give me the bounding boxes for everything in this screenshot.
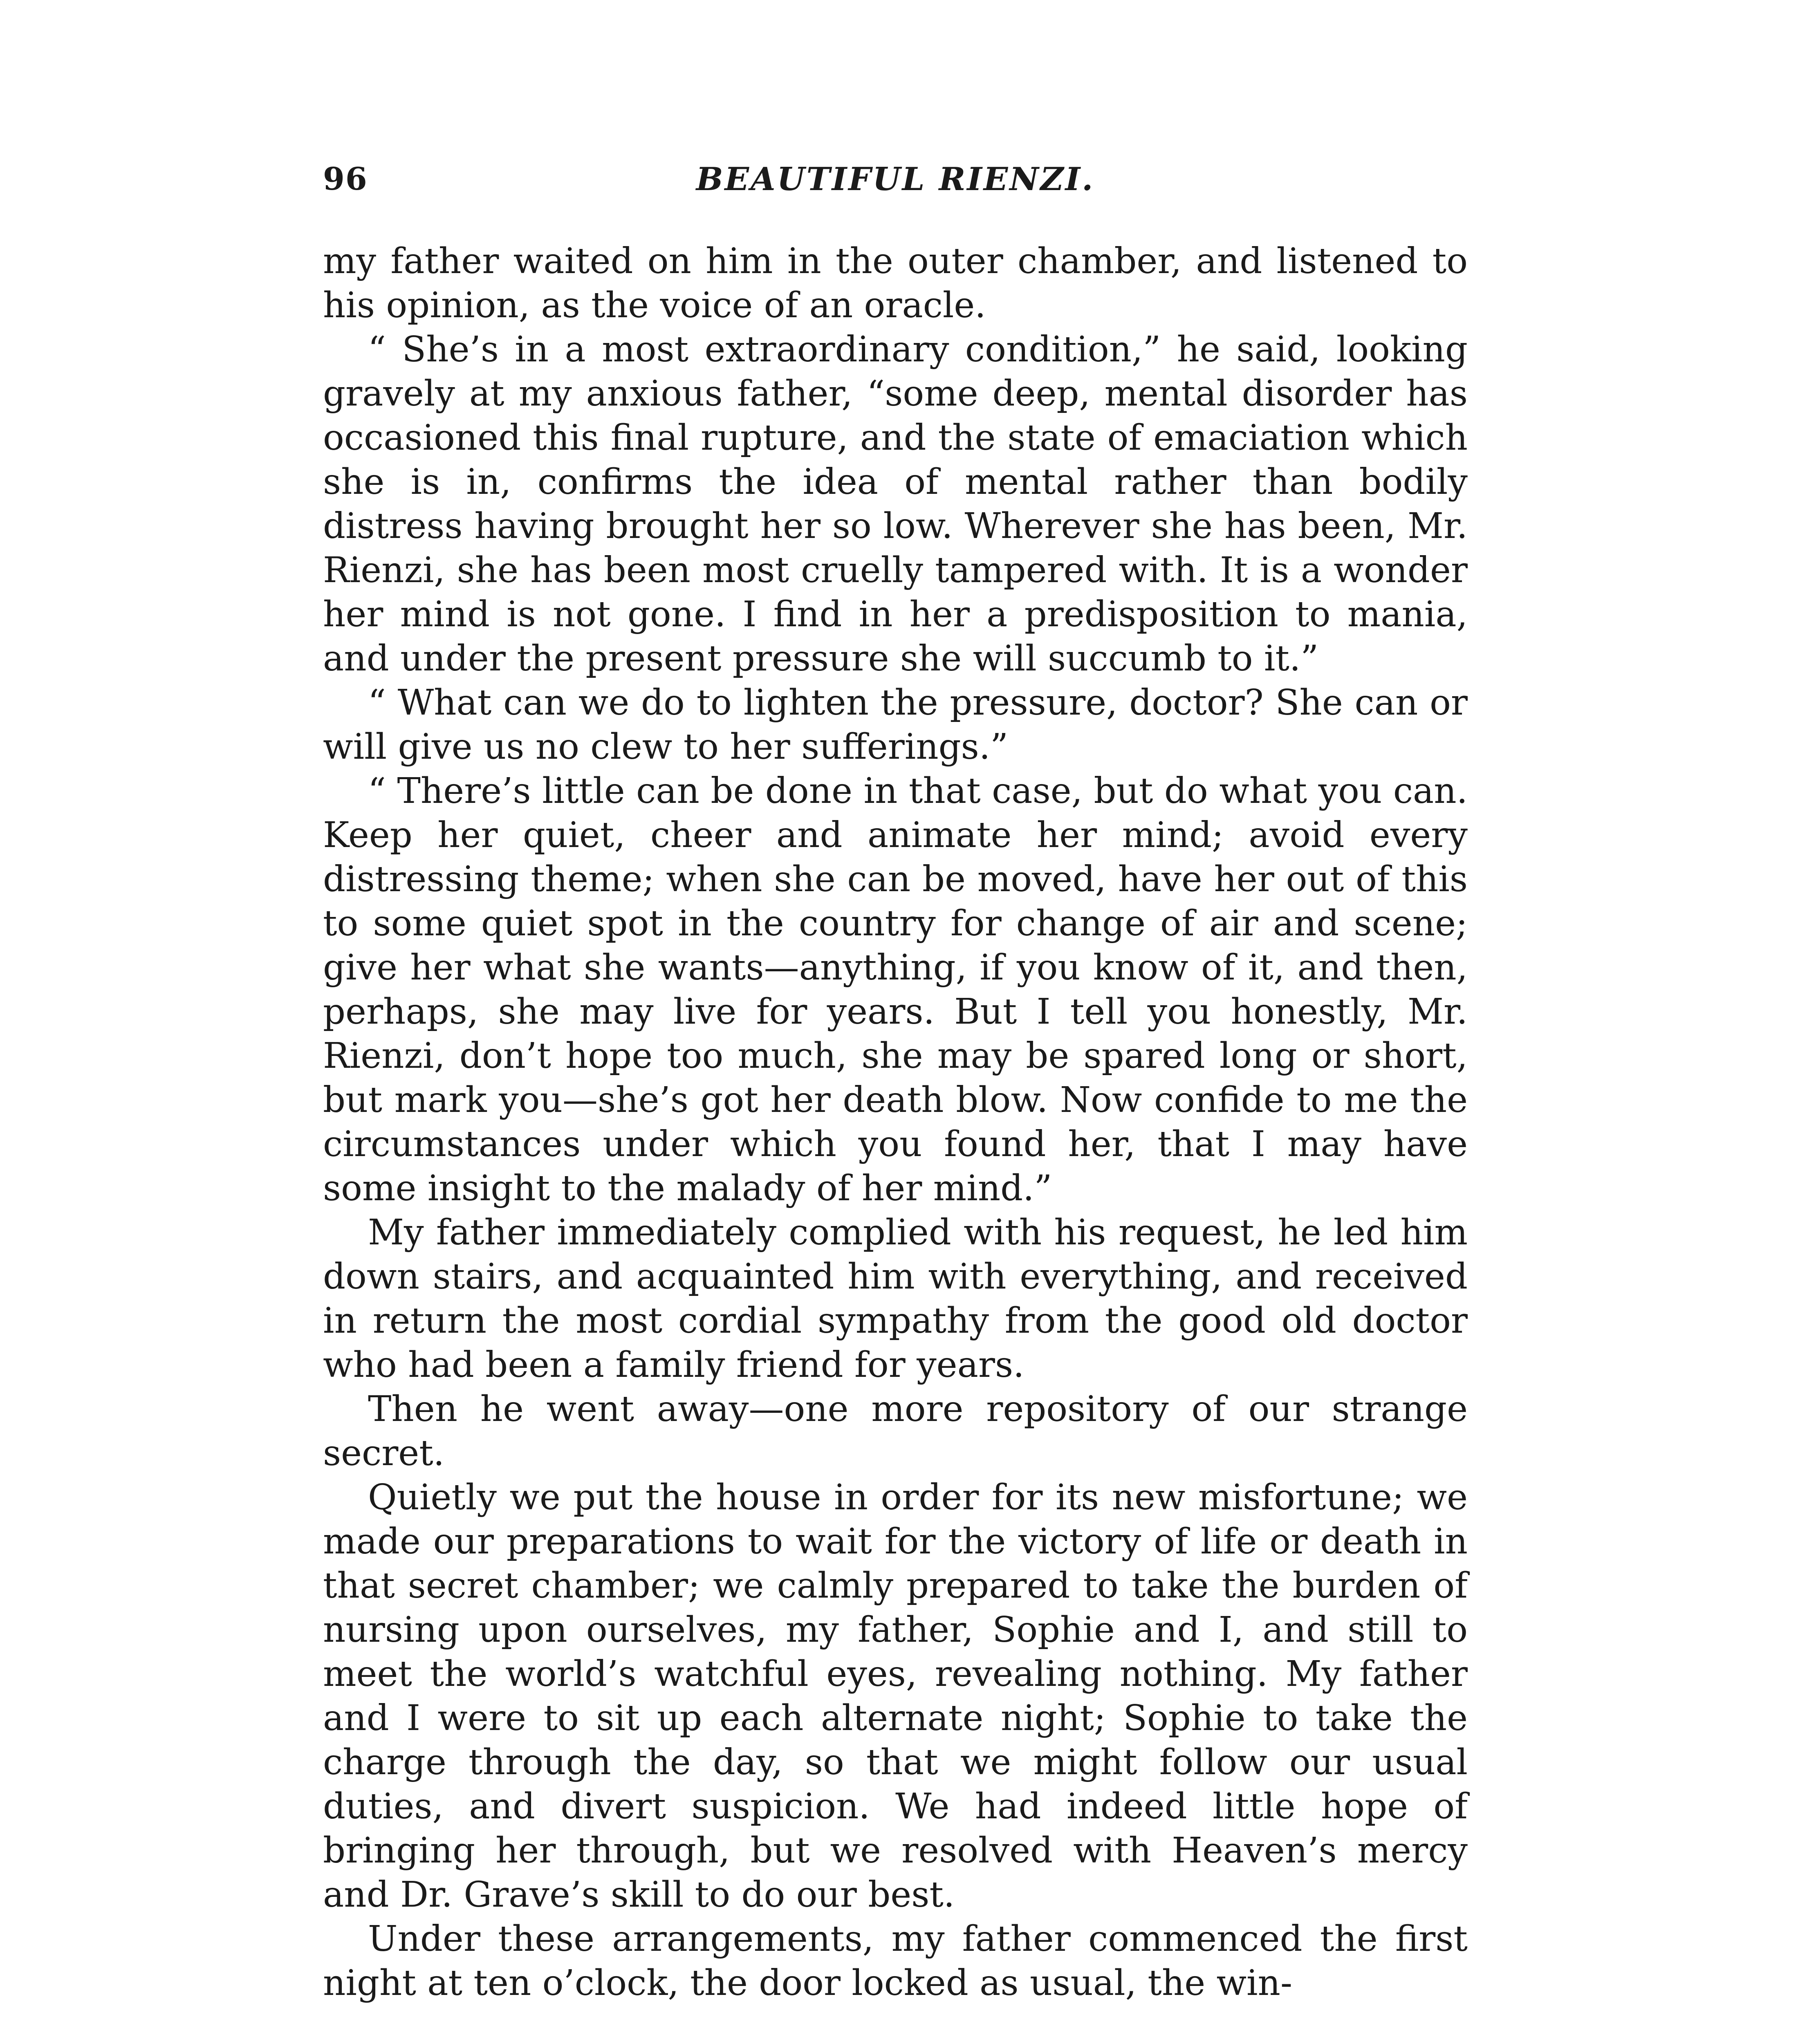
paragraph: “ There’s little can be done in that case, but do what you can. Keep her quiet, cheer and animate her mind; avoid every distressing theme; when she can be moved, have her out of this to some quiet spot in the country for change of air and scene; give her what she wants—anything, if you know of it, and then, perhaps, she may live for years. But I tell you honestly, Mr. Rienzi, don’t hope too much, she may be spared long or short, but mark you—she’s got her death blow. Now confide to me the circumstances under which you found her, that I may have some insight to the malady of her mind.”	[323, 771, 1468, 1209]
paragraph: my father waited on him in the outer chamber, and listened to his opinion, as the voice of an oracle.	[323, 241, 1468, 326]
paragraph: Under these arrangements, my father commenced the first night at ten o’clock, the door locked as usual, the win-	[323, 1918, 1468, 2004]
running-title: BEAUTIFUL RIENZI.	[696, 161, 1095, 198]
paragraph: Quietly we put the house in order for its new misfortune; we made our preparations to wait for the victory of life or death in that secret chamber; we calmly prepared to take the burden of nursing upon ourselves, my father, Sophie and I, and still to meet the world’s watchful eyes, revealing nothing. My father and I were to sit up each alternate night; Sophie to take the charge through the day, so that we might follow our usual duties, and divert suspicion. We had indeed little hope of bringing her through, but we resolved with Heaven’s mercy and Dr. Grave’s skill to do our best.	[323, 1477, 1468, 1915]
running-head	[323, 161, 1468, 208]
paragraph: “ What can we do to lighten the pressure, doctor? She can or will give us no clew to her sufferings.”	[323, 682, 1468, 767]
page-number: 96	[323, 161, 368, 197]
paragraph: “ She’s in a most extraordinary condition,” he said, looking gravely at my anxious father, “some deep, mental disorder has occasioned this final rupture, and the state of emaciation which she is in, confirms the idea of mental rather than bodily distress having brought her so low. Wherever she has been, Mr. Rienzi, she has been most cruelly tampered with. It is a wonder her mind is not gone. I find in her a predisposition to mania, and under the present pressure she will succumb to it.”	[323, 329, 1468, 679]
body-text	[323, 239, 1468, 2005]
paragraph: My father immediately complied with his request, he led him down stairs, and acquainted him with everything, and received in return the most cordial sympathy from the good old doctor who had been a family friend for years.	[323, 1212, 1468, 1385]
paragraph: Then he went away—one more repository of our strange secret.	[323, 1389, 1468, 1474]
